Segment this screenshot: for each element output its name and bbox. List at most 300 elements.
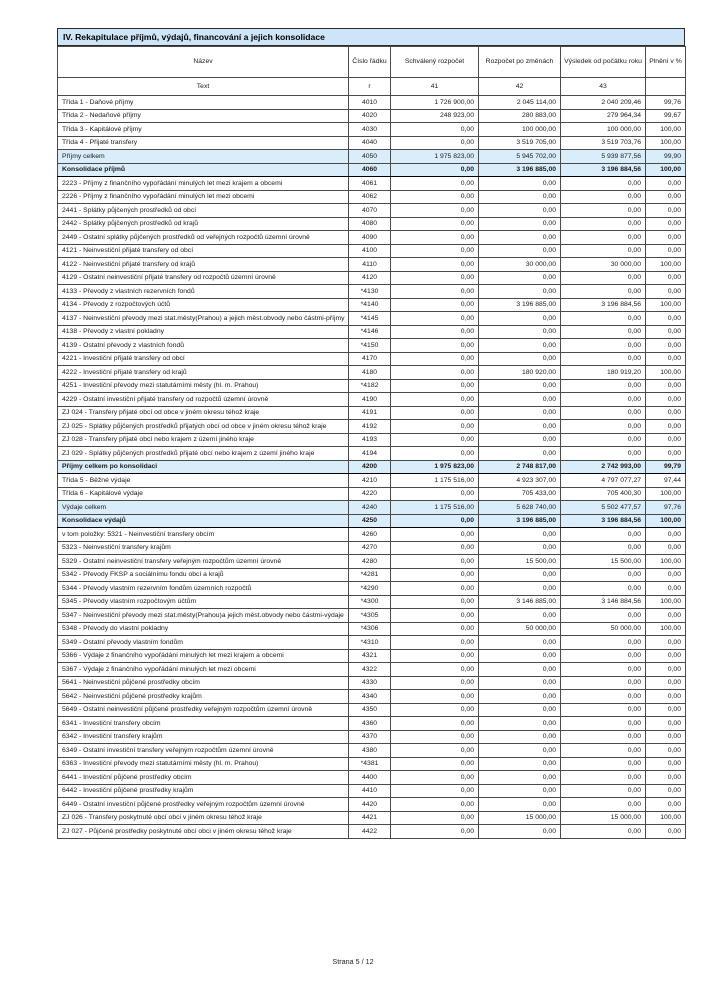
fulfillment-pct-cell: 100,00	[646, 487, 686, 501]
budget-after-changes-cell: 0,00	[479, 217, 561, 231]
approved-budget-cell: 0,00	[391, 352, 479, 366]
approved-budget-cell: 0,00	[391, 636, 479, 650]
column-header-3: Rozpočet po změnách	[479, 47, 561, 78]
approved-budget-cell: 0,00	[391, 285, 479, 299]
budget-after-changes-cell: 0,00	[479, 312, 561, 326]
fulfillment-pct-cell: 0,00	[646, 312, 686, 326]
table-row	[58, 163, 686, 177]
result-from-year-start-cell: 3 146 884,56	[561, 595, 646, 609]
fulfillment-pct-cell: 100,00	[646, 136, 686, 150]
table-row	[58, 474, 686, 488]
approved-budget-cell: 0,00	[391, 271, 479, 285]
table-row	[58, 784, 686, 798]
row-name-cell: 6341 - Investiční transfery obcím	[58, 717, 349, 731]
budget-after-changes-cell: 0,00	[479, 784, 561, 798]
row-line-number-cell: 4410	[349, 784, 391, 798]
row-name-cell: ZJ 028 - Transfery přijaté obcí nebo krajem z území jiného kraje	[58, 433, 349, 447]
row-name-cell: Třída 6 - Kapitálové výdaje	[58, 487, 349, 501]
table-row	[58, 514, 686, 528]
row-line-number-cell: *4305	[349, 609, 391, 623]
result-from-year-start-cell: 0,00	[561, 744, 646, 758]
subheader-4: 43	[561, 78, 646, 96]
result-from-year-start-cell: 0,00	[561, 528, 646, 542]
row-line-number-cell: 4180	[349, 366, 391, 380]
fulfillment-pct-cell: 99,90	[646, 150, 686, 164]
result-from-year-start-cell: 0,00	[561, 825, 646, 839]
fulfillment-pct-cell: 0,00	[646, 447, 686, 461]
fulfillment-pct-cell: 0,00	[646, 339, 686, 353]
table-row	[58, 811, 686, 825]
approved-budget-cell: 0,00	[391, 771, 479, 785]
budget-after-changes-cell: 3 196 885,00	[479, 514, 561, 528]
table-row	[58, 676, 686, 690]
fulfillment-pct-cell: 0,00	[646, 730, 686, 744]
table-row	[58, 487, 686, 501]
budget-after-changes-cell: 5 945 702,00	[479, 150, 561, 164]
fulfillment-pct-cell: 99,76	[646, 96, 686, 110]
row-name-cell: 5347 - Neinvestiční převody mezi stat.městy(Prahou)a jejich měst.obvody nebo částmi-výdaje	[58, 609, 349, 623]
approved-budget-cell: 1 175 516,00	[391, 474, 479, 488]
budget-after-changes-cell: 0,00	[479, 676, 561, 690]
fulfillment-pct-cell: 0,00	[646, 406, 686, 420]
result-from-year-start-cell: 0,00	[561, 285, 646, 299]
row-line-number-cell: 4260	[349, 528, 391, 542]
result-from-year-start-cell: 0,00	[561, 339, 646, 353]
row-line-number-cell: 4080	[349, 217, 391, 231]
row-line-number-cell: 4280	[349, 555, 391, 569]
approved-budget-cell: 0,00	[391, 177, 479, 191]
result-from-year-start-cell: 5 939 877,56	[561, 150, 646, 164]
fulfillment-pct-cell: 0,00	[646, 609, 686, 623]
budget-after-changes-cell: 0,00	[479, 352, 561, 366]
row-name-cell: 6442 - Investiční půjčené prostředky krajům	[58, 784, 349, 798]
table-row	[58, 109, 686, 123]
fulfillment-pct-cell: 0,00	[646, 798, 686, 812]
approved-budget-cell: 0,00	[391, 703, 479, 717]
fulfillment-pct-cell: 0,00	[646, 636, 686, 650]
budget-after-changes-cell: 3 146 885,00	[479, 595, 561, 609]
result-from-year-start-cell: 0,00	[561, 541, 646, 555]
result-from-year-start-cell: 0,00	[561, 177, 646, 191]
row-line-number-cell: 4090	[349, 231, 391, 245]
budget-after-changes-cell: 0,00	[479, 447, 561, 461]
budget-after-changes-cell: 0,00	[479, 204, 561, 218]
fulfillment-pct-cell: 0,00	[646, 352, 686, 366]
row-line-number-cell: 4120	[349, 271, 391, 285]
table-row	[58, 433, 686, 447]
budget-after-changes-cell: 15 500,00	[479, 555, 561, 569]
row-name-cell: Příjmy celkem	[58, 150, 349, 164]
row-line-number-cell: 4422	[349, 825, 391, 839]
table-row	[58, 420, 686, 434]
approved-budget-cell: 0,00	[391, 379, 479, 393]
row-line-number-cell: *4381	[349, 757, 391, 771]
budget-after-changes-cell: 0,00	[479, 379, 561, 393]
row-line-number-cell: *4146	[349, 325, 391, 339]
table-row	[58, 555, 686, 569]
fulfillment-pct-cell: 0,00	[646, 690, 686, 704]
row-name-cell: v tom položky: 5321 - Neinvestiční transfery obcím	[58, 528, 349, 542]
result-from-year-start-cell: 0,00	[561, 244, 646, 258]
fulfillment-pct-cell: 0,00	[646, 825, 686, 839]
approved-budget-cell: 0,00	[391, 217, 479, 231]
approved-budget-cell: 0,00	[391, 676, 479, 690]
approved-budget-cell: 0,00	[391, 123, 479, 137]
section-title: IV. Rekapitulace příjmů, výdajů, financování a jejich konsolidace	[57, 28, 685, 46]
fulfillment-pct-cell: 0,00	[646, 433, 686, 447]
result-from-year-start-cell: 279 964,34	[561, 109, 646, 123]
budget-after-changes-cell: 0,00	[479, 528, 561, 542]
row-line-number-cell: 4322	[349, 663, 391, 677]
budget-after-changes-cell: 0,00	[479, 825, 561, 839]
row-line-number-cell: *4150	[349, 339, 391, 353]
result-from-year-start-cell: 3 196 884,56	[561, 514, 646, 528]
row-name-cell: 4229 - Ostatní investiční přijaté transfery od rozpočtů územní úrovně	[58, 393, 349, 407]
approved-budget-cell: 0,00	[391, 717, 479, 731]
budget-after-changes-cell: 0,00	[479, 433, 561, 447]
fulfillment-pct-cell: 97,44	[646, 474, 686, 488]
row-name-cell: 5345 - Převody vlastním rozpočtovým účtům	[58, 595, 349, 609]
table-row	[58, 339, 686, 353]
budget-after-changes-cell: 3 196 885,00	[479, 163, 561, 177]
row-name-cell: 5641 - Neinvestiční půjčené prostředky obcím	[58, 676, 349, 690]
fulfillment-pct-cell: 0,00	[646, 190, 686, 204]
result-from-year-start-cell: 4 797 077,27	[561, 474, 646, 488]
budget-after-changes-cell: 0,00	[479, 636, 561, 650]
result-from-year-start-cell: 0,00	[561, 231, 646, 245]
table-row	[58, 258, 686, 272]
row-line-number-cell: 4210	[349, 474, 391, 488]
result-from-year-start-cell: 0,00	[561, 433, 646, 447]
approved-budget-cell: 1 175 516,00	[391, 501, 479, 515]
table-row	[58, 447, 686, 461]
result-from-year-start-cell: 2 040 209,46	[561, 96, 646, 110]
table-row	[58, 231, 686, 245]
fulfillment-pct-cell: 0,00	[646, 325, 686, 339]
table-row	[58, 379, 686, 393]
row-line-number-cell: 4070	[349, 204, 391, 218]
fulfillment-pct-cell: 0,00	[646, 231, 686, 245]
fulfillment-pct-cell: 0,00	[646, 784, 686, 798]
row-name-cell: ZJ 026 - Transfery poskytnuté obcí obci v jiném okresu téhož kraje	[58, 811, 349, 825]
subheader-row	[58, 78, 686, 96]
column-header-2: Schválený rozpočet	[391, 47, 479, 78]
row-name-cell: 4129 - Ostatní neinvestiční přijaté transfery od rozpočtů územní úrovně	[58, 271, 349, 285]
row-line-number-cell: *4290	[349, 582, 391, 596]
column-header-4: Výsledek od počátku roku	[561, 47, 646, 78]
row-line-number-cell: *4130	[349, 285, 391, 299]
row-line-number-cell: 4060	[349, 163, 391, 177]
budget-after-changes-cell: 0,00	[479, 541, 561, 555]
result-from-year-start-cell: 0,00	[561, 798, 646, 812]
row-name-cell: 6342 - Investiční transfery krajům	[58, 730, 349, 744]
budget-after-changes-cell: 0,00	[479, 271, 561, 285]
row-name-cell: 5366 - Výdaje z finančního vypořádání minulých let mezi krajem a obcemi	[58, 649, 349, 663]
row-line-number-cell: 4200	[349, 460, 391, 474]
fulfillment-pct-cell: 0,00	[646, 420, 686, 434]
result-from-year-start-cell: 0,00	[561, 757, 646, 771]
budget-after-changes-cell: 4 923 307,00	[479, 474, 561, 488]
table-row	[58, 501, 686, 515]
table-row	[58, 622, 686, 636]
approved-budget-cell: 0,00	[391, 136, 479, 150]
row-name-cell: 4122 - Neinvestiční přijaté transfery od krajů	[58, 258, 349, 272]
row-name-cell: 4138 - Převody z vlastní pokladny	[58, 325, 349, 339]
row-name-cell: 4133 - Převody z vlastních rezervních fondů	[58, 285, 349, 299]
fulfillment-pct-cell: 100,00	[646, 514, 686, 528]
fulfillment-pct-cell: 0,00	[646, 217, 686, 231]
approved-budget-cell: 0,00	[391, 541, 479, 555]
table-row	[58, 757, 686, 771]
approved-budget-cell: 1 726 900,00	[391, 96, 479, 110]
row-name-cell: 2226 - Příjmy z finančního vypořádání minulých let mezi obcemi	[58, 190, 349, 204]
row-name-cell: 5642 - Neinvestiční půjčené prostředky krajům	[58, 690, 349, 704]
result-from-year-start-cell: 100 000,00	[561, 123, 646, 137]
approved-budget-cell: 0,00	[391, 730, 479, 744]
row-line-number-cell: *4182	[349, 379, 391, 393]
row-name-cell: 5344 - Převody vlastním rezervním fondům územních rozpočtů	[58, 582, 349, 596]
budget-after-changes-cell: 0,00	[479, 420, 561, 434]
row-name-cell: 2441 - Splátky půjčených prostředků od obcí	[58, 204, 349, 218]
table-row	[58, 744, 686, 758]
fulfillment-pct-cell: 100,00	[646, 622, 686, 636]
approved-budget-cell: 0,00	[391, 798, 479, 812]
result-from-year-start-cell: 0,00	[561, 717, 646, 731]
row-line-number-cell: 4220	[349, 487, 391, 501]
approved-budget-cell: 0,00	[391, 487, 479, 501]
table-row	[58, 150, 686, 164]
row-name-cell: 4134 - Převody z rozpočtových účtů	[58, 298, 349, 312]
table-row	[58, 325, 686, 339]
result-from-year-start-cell: 0,00	[561, 352, 646, 366]
result-from-year-start-cell: 2 742 993,00	[561, 460, 646, 474]
budget-after-changes-cell: 0,00	[479, 393, 561, 407]
row-line-number-cell: 4010	[349, 96, 391, 110]
fulfillment-pct-cell: 0,00	[646, 757, 686, 771]
result-from-year-start-cell: 30 000,00	[561, 258, 646, 272]
budget-after-changes-cell: 50 000,00	[479, 622, 561, 636]
subheader-1: r	[349, 78, 391, 96]
fulfillment-pct-cell: 0,00	[646, 379, 686, 393]
row-line-number-cell: *4140	[349, 298, 391, 312]
fulfillment-pct-cell: 100,00	[646, 298, 686, 312]
row-line-number-cell: 4192	[349, 420, 391, 434]
table-row	[58, 703, 686, 717]
budget-after-changes-cell: 0,00	[479, 339, 561, 353]
row-line-number-cell: 4250	[349, 514, 391, 528]
result-from-year-start-cell: 705 400,30	[561, 487, 646, 501]
row-line-number-cell: 4193	[349, 433, 391, 447]
column-header-5: Plnění v %	[646, 47, 686, 78]
subheader-2: 41	[391, 78, 479, 96]
budget-after-changes-cell: 0,00	[479, 285, 561, 299]
recap-section	[57, 28, 685, 839]
row-name-cell: Třída 3 - Kapitálové příjmy	[58, 123, 349, 137]
page-number: Strana 5 / 12	[332, 957, 374, 966]
row-name-cell: ZJ 029 - Splátky půjčených prostředků přijaté obcí nebo krajem z území jiného kraje	[58, 447, 349, 461]
row-name-cell: 5349 - Ostatní převody vlastním fondům	[58, 636, 349, 650]
result-from-year-start-cell: 0,00	[561, 190, 646, 204]
approved-budget-cell: 1 975 823,00	[391, 150, 479, 164]
fulfillment-pct-cell: 0,00	[646, 771, 686, 785]
fulfillment-pct-cell: 100,00	[646, 366, 686, 380]
budget-after-changes-cell: 0,00	[479, 730, 561, 744]
row-name-cell: 6449 - Ostatní investiční půjčené prostředky veřejným rozpočtům územní úrovně	[58, 798, 349, 812]
row-name-cell: ZJ 024 - Transfery přijaté obcí od obce v jiném okresu téhož kraje	[58, 406, 349, 420]
result-from-year-start-cell: 0,00	[561, 217, 646, 231]
budget-after-changes-cell: 0,00	[479, 757, 561, 771]
fulfillment-pct-cell: 0,00	[646, 177, 686, 191]
row-name-cell: 5367 - Výdaje z finančního vypořádání minulých let mezi obcemi	[58, 663, 349, 677]
fulfillment-pct-cell: 0,00	[646, 393, 686, 407]
result-from-year-start-cell: 0,00	[561, 784, 646, 798]
fulfillment-pct-cell: 0,00	[646, 717, 686, 731]
budget-after-changes-cell: 30 000,00	[479, 258, 561, 272]
fulfillment-pct-cell: 0,00	[646, 528, 686, 542]
row-name-cell: Třída 5 - Běžné výdaje	[58, 474, 349, 488]
column-header-1: Číslo řádku	[349, 47, 391, 78]
approved-budget-cell: 0,00	[391, 231, 479, 245]
fulfillment-pct-cell: 100,00	[646, 555, 686, 569]
result-from-year-start-cell: 0,00	[561, 406, 646, 420]
row-line-number-cell: 4240	[349, 501, 391, 515]
result-from-year-start-cell: 15 500,00	[561, 555, 646, 569]
fulfillment-pct-cell: 100,00	[646, 258, 686, 272]
table-header	[58, 47, 686, 96]
row-name-cell: 5649 - Ostatní neinvestiční půjčené prostředky veřejným rozpočtům územní úrovně	[58, 703, 349, 717]
approved-budget-cell: 0,00	[391, 622, 479, 636]
row-name-cell: 6349 - Ostatní investiční transfery veřejným rozpočtům územní úrovně	[58, 744, 349, 758]
subheader-3: 42	[479, 78, 561, 96]
budget-after-changes-cell: 0,00	[479, 244, 561, 258]
row-line-number-cell: 4110	[349, 258, 391, 272]
approved-budget-cell: 0,00	[391, 825, 479, 839]
budget-after-changes-cell: 705 433,00	[479, 487, 561, 501]
approved-budget-cell: 0,00	[391, 568, 479, 582]
table-body	[58, 96, 686, 839]
table-row	[58, 177, 686, 191]
table-row	[58, 798, 686, 812]
approved-budget-cell: 0,00	[391, 811, 479, 825]
result-from-year-start-cell: 0,00	[561, 379, 646, 393]
row-name-cell: 2449 - Ostatní splátky půjčených prostředků od veřejných rozpočtů územní úrovně	[58, 231, 349, 245]
table-row	[58, 595, 686, 609]
fulfillment-pct-cell: 0,00	[646, 568, 686, 582]
subheader-5	[646, 78, 686, 96]
approved-budget-cell: 0,00	[391, 784, 479, 798]
row-name-cell: 2442 - Splátky půjčených prostředků od krajů	[58, 217, 349, 231]
approved-budget-cell: 0,00	[391, 744, 479, 758]
budget-after-changes-cell: 0,00	[479, 609, 561, 623]
budget-after-changes-cell: 0,00	[479, 663, 561, 677]
row-line-number-cell: 4380	[349, 744, 391, 758]
row-name-cell: Příjmy celkem po konsolidaci	[58, 460, 349, 474]
fulfillment-pct-cell: 0,00	[646, 676, 686, 690]
row-line-number-cell: *4306	[349, 622, 391, 636]
row-line-number-cell: 4421	[349, 811, 391, 825]
approved-budget-cell: 0,00	[391, 244, 479, 258]
result-from-year-start-cell: 0,00	[561, 690, 646, 704]
budget-after-changes-cell: 0,00	[479, 798, 561, 812]
budget-after-changes-cell: 0,00	[479, 582, 561, 596]
row-name-cell: 6441 - Investiční půjčené prostředky obcím	[58, 771, 349, 785]
table-row	[58, 271, 686, 285]
row-line-number-cell: 4190	[349, 393, 391, 407]
table-row	[58, 298, 686, 312]
row-name-cell: 4121 - Neinvestiční přijaté transfery od obcí	[58, 244, 349, 258]
approved-budget-cell: 0,00	[391, 433, 479, 447]
row-line-number-cell: 4170	[349, 352, 391, 366]
row-name-cell: Konsolidace příjmů	[58, 163, 349, 177]
row-name-cell: Třída 4 - Přijaté transfery	[58, 136, 349, 150]
budget-after-changes-cell: 2 045 114,00	[479, 96, 561, 110]
budget-after-changes-cell: 0,00	[479, 177, 561, 191]
row-line-number-cell: 4050	[349, 150, 391, 164]
row-line-number-cell: 4191	[349, 406, 391, 420]
row-name-cell: 4137 - Neinvestiční převody mezi stat.městy(Prahou) a jejich měst.obvody nebo částmi-příjmy	[58, 312, 349, 326]
result-from-year-start-cell: 0,00	[561, 730, 646, 744]
approved-budget-cell: 0,00	[391, 514, 479, 528]
approved-budget-cell: 0,00	[391, 325, 479, 339]
result-from-year-start-cell: 15 000,00	[561, 811, 646, 825]
table-row	[58, 730, 686, 744]
approved-budget-cell: 0,00	[391, 582, 479, 596]
result-from-year-start-cell: 3 196 884,56	[561, 298, 646, 312]
fulfillment-pct-cell: 100,00	[646, 811, 686, 825]
row-line-number-cell: *4310	[349, 636, 391, 650]
row-line-number-cell: 4400	[349, 771, 391, 785]
row-line-number-cell: 4061	[349, 177, 391, 191]
row-name-cell: Výdaje celkem	[58, 501, 349, 515]
row-line-number-cell: 4360	[349, 717, 391, 731]
approved-budget-cell: 0,00	[391, 393, 479, 407]
fulfillment-pct-cell: 0,00	[646, 244, 686, 258]
row-line-number-cell: *4145	[349, 312, 391, 326]
fulfillment-pct-cell: 0,00	[646, 271, 686, 285]
approved-budget-cell: 0,00	[391, 366, 479, 380]
table-row	[58, 352, 686, 366]
result-from-year-start-cell: 0,00	[561, 271, 646, 285]
budget-after-changes-cell: 0,00	[479, 649, 561, 663]
budget-after-changes-cell: 280 883,00	[479, 109, 561, 123]
approved-budget-cell: 0,00	[391, 298, 479, 312]
row-name-cell: Třída 2 - Nedaňové příjmy	[58, 109, 349, 123]
table-row	[58, 393, 686, 407]
row-name-cell: 6363 - Investiční převody mezi statutárními městy (hl. m. Prahou)	[58, 757, 349, 771]
fulfillment-pct-cell: 0,00	[646, 582, 686, 596]
approved-budget-cell: 0,00	[391, 690, 479, 704]
budget-after-changes-cell: 0,00	[479, 703, 561, 717]
row-line-number-cell: *4300	[349, 595, 391, 609]
table-row	[58, 528, 686, 542]
approved-budget-cell: 0,00	[391, 595, 479, 609]
table-row	[58, 649, 686, 663]
row-line-number-cell: *4281	[349, 568, 391, 582]
table-row	[58, 366, 686, 380]
fulfillment-pct-cell: 97,76	[646, 501, 686, 515]
result-from-year-start-cell: 0,00	[561, 325, 646, 339]
approved-budget-cell: 0,00	[391, 447, 479, 461]
budget-after-changes-cell: 2 748 817,00	[479, 460, 561, 474]
result-from-year-start-cell: 180 919,20	[561, 366, 646, 380]
row-line-number-cell: 4330	[349, 676, 391, 690]
result-from-year-start-cell: 3 196 884,56	[561, 163, 646, 177]
row-line-number-cell: 4194	[349, 447, 391, 461]
approved-budget-cell: 0,00	[391, 204, 479, 218]
row-name-cell: 4251 - Investiční převody mezi statutárními městy (hl. m. Prahou)	[58, 379, 349, 393]
table-row	[58, 771, 686, 785]
budget-after-changes-cell: 5 628 740,00	[479, 501, 561, 515]
